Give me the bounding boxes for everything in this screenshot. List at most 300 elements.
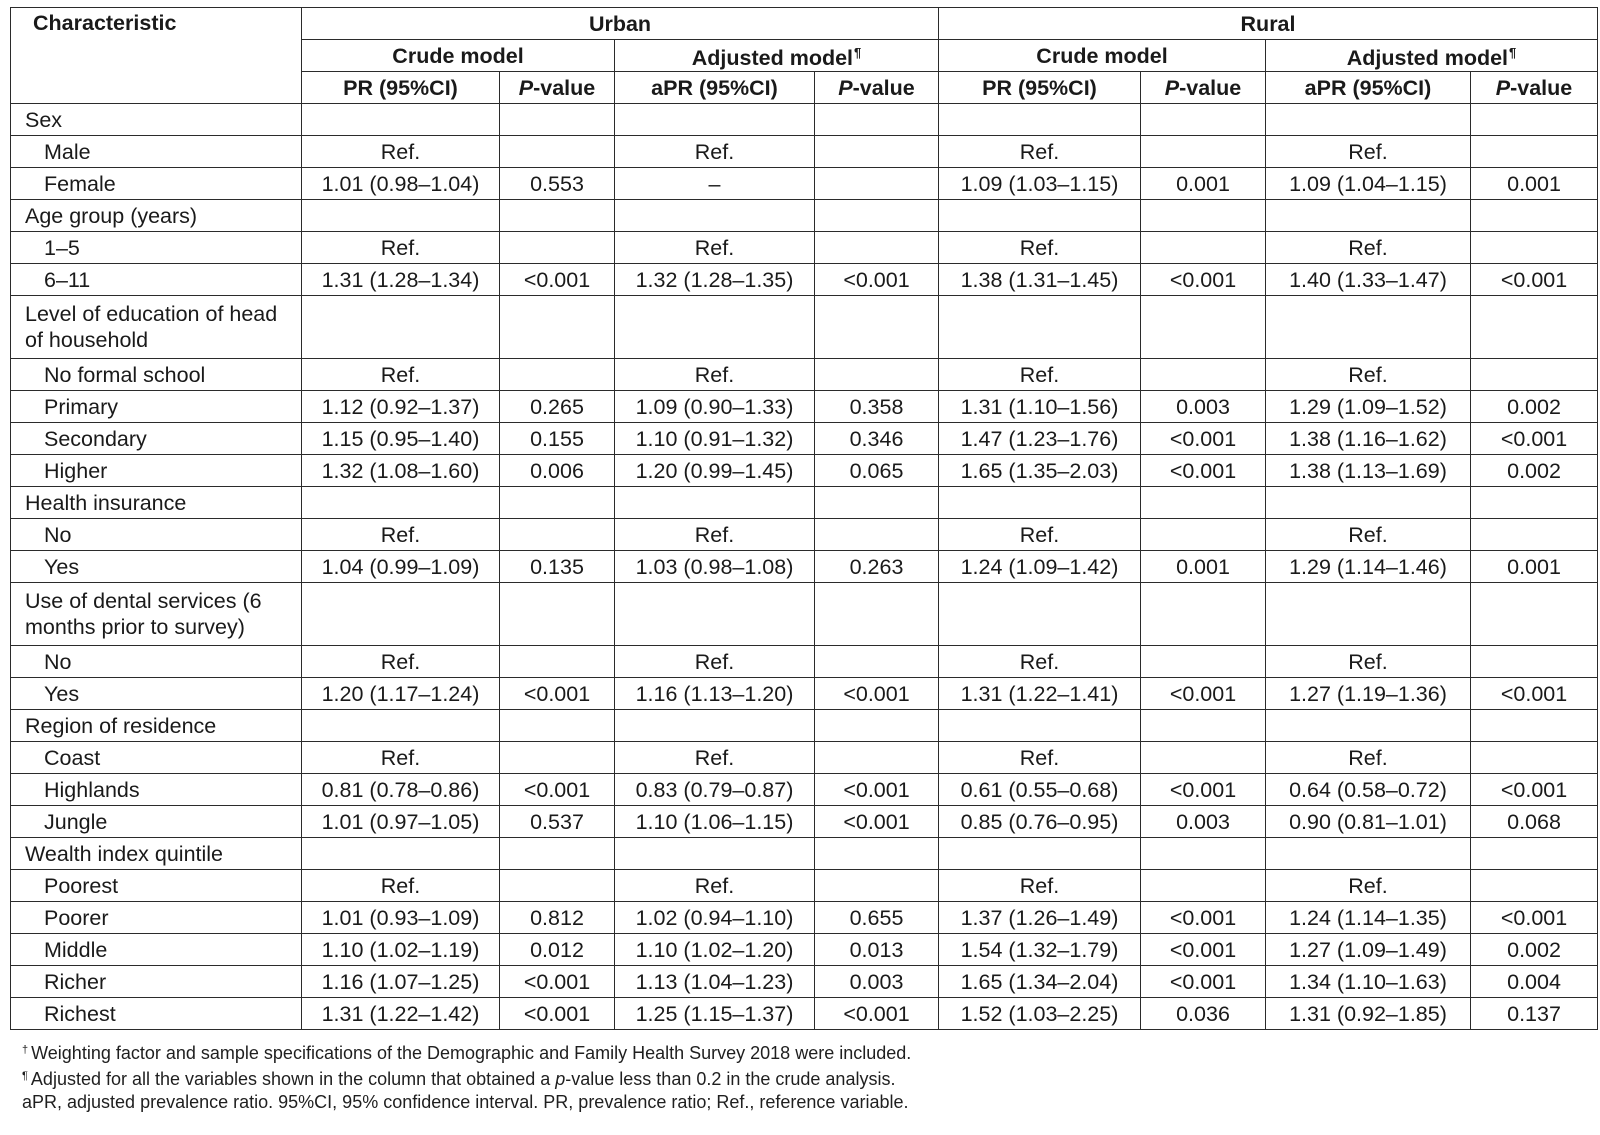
ratio-cell: Ref. [302, 232, 500, 264]
ratio-cell: 0.61 (0.55–0.68) [939, 774, 1141, 806]
p-value-cell [1141, 232, 1266, 264]
p-value-cell [1471, 359, 1598, 391]
p-value-cell: <0.001 [1471, 423, 1598, 455]
p-value-cell [500, 487, 615, 519]
p-value-suffix: -value [852, 75, 915, 100]
ratio-cell: 1.47 (1.23–1.76) [939, 423, 1141, 455]
ratio-cell: 1.12 (0.92–1.37) [302, 391, 500, 423]
ratio-cell: Ref. [615, 359, 815, 391]
ratio-cell: 1.04 (0.99–1.09) [302, 551, 500, 583]
p-value-cell [500, 104, 615, 136]
p-value-cell [815, 200, 939, 232]
p-value-suffix: -value [1179, 75, 1242, 100]
model-label: Crude model [1036, 43, 1168, 68]
ratio-cell [939, 104, 1141, 136]
header-model-rural-adjusted [1266, 40, 1598, 72]
p-value-cell [1471, 232, 1598, 264]
table-row [11, 870, 1598, 902]
table-row [11, 678, 1598, 710]
p-value-cell [1141, 742, 1266, 774]
p-value-cell [815, 742, 939, 774]
ratio-cell [1266, 104, 1471, 136]
ratio-cell [615, 104, 815, 136]
table-body [11, 104, 1598, 1030]
ratio-cell: Ref. [615, 646, 815, 678]
ratio-cell: 1.09 (1.04–1.15) [1266, 168, 1471, 200]
p-value-cell: 0.001 [1141, 551, 1266, 583]
ratio-cell [1266, 583, 1471, 646]
header-model-urban-adjusted [615, 40, 939, 72]
ratio-cell: 1.38 (1.13–1.69) [1266, 455, 1471, 487]
header-row-groups [11, 8, 1598, 40]
ratio-cell: 0.90 (0.81–1.01) [1266, 806, 1471, 838]
p-value-cell: 0.068 [1471, 806, 1598, 838]
ratio-cell: 1.09 (1.03–1.15) [939, 168, 1141, 200]
ratio-cell: 1.37 (1.26–1.49) [939, 902, 1141, 934]
p-value-cell: <0.001 [1141, 264, 1266, 296]
p-value-cell [815, 104, 939, 136]
ratio-cell: 1.15 (0.95–1.40) [302, 423, 500, 455]
ratio-cell: Ref. [1266, 359, 1471, 391]
table-row [11, 136, 1598, 168]
p-value-cell [1141, 838, 1266, 870]
ratio-cell: 1.10 (0.91–1.32) [615, 423, 815, 455]
p-value-cell [815, 583, 939, 646]
ratio-cell: 1.40 (1.33–1.47) [1266, 264, 1471, 296]
category-row [11, 583, 1598, 646]
p-value-cell [1471, 519, 1598, 551]
level-label: No [11, 646, 302, 678]
ratio-cell: Ref. [939, 136, 1141, 168]
p-value-cell [1141, 519, 1266, 551]
level-label: 6–11 [11, 264, 302, 296]
p-value-cell [500, 359, 615, 391]
ratio-cell [615, 583, 815, 646]
ratio-cell: 1.01 (0.93–1.09) [302, 902, 500, 934]
ratio-cell: 1.31 (1.22–1.41) [939, 678, 1141, 710]
p-value-cell: <0.001 [815, 678, 939, 710]
category-label: Wealth index quintile [11, 838, 302, 870]
p-value-cell [815, 136, 939, 168]
p-value-cell: <0.001 [500, 264, 615, 296]
ratio-cell: 1.29 (1.14–1.46) [1266, 551, 1471, 583]
ratio-cell [615, 200, 815, 232]
p-value-cell [815, 870, 939, 902]
p-value-cell: <0.001 [815, 264, 939, 296]
p-value-cell: 0.346 [815, 423, 939, 455]
p-value-cell [500, 870, 615, 902]
p-value-cell [815, 296, 939, 359]
ratio-cell: Ref. [302, 742, 500, 774]
p-value-cell: 0.263 [815, 551, 939, 583]
p-value-cell [500, 296, 615, 359]
ratio-cell: Ref. [615, 742, 815, 774]
p-value-cell [1141, 583, 1266, 646]
p-value-cell: 0.065 [815, 455, 939, 487]
p-value-cell [1141, 104, 1266, 136]
p-value-cell [1471, 710, 1598, 742]
p-value-cell: 0.001 [1471, 168, 1598, 200]
footnote-text: aPR, adjusted prevalence ratio. 95%CI, 95% confidence interval. PR, prevalence ratio; Ref., reference variable. [22, 1092, 909, 1112]
p-value-cell [1471, 583, 1598, 646]
ratio-cell: 1.20 (1.17–1.24) [302, 678, 500, 710]
p-value-cell: <0.001 [815, 806, 939, 838]
level-label: Richer [11, 966, 302, 998]
table-row [11, 168, 1598, 200]
p-value-cell [1471, 646, 1598, 678]
header-characteristic: Characteristic [11, 8, 302, 104]
column-header-0: PR (95%CI) [302, 72, 500, 104]
ratio-cell [1266, 838, 1471, 870]
table-row [11, 264, 1598, 296]
ratio-cell: 0.85 (0.76–0.95) [939, 806, 1141, 838]
p-value-cell [1471, 838, 1598, 870]
column-header-7 [1471, 72, 1598, 104]
ratio-cell [615, 838, 815, 870]
p-value-cell: 0.001 [1141, 168, 1266, 200]
footnote-text: Adjusted for all the variables shown in the column that obtained a [30, 1069, 556, 1089]
ratio-cell: Ref. [1266, 742, 1471, 774]
level-label: Coast [11, 742, 302, 774]
p-value-cell [500, 136, 615, 168]
ratio-cell: Ref. [615, 519, 815, 551]
header-model-urban-crude [302, 40, 615, 72]
footnote-pilcrow [22, 1065, 911, 1091]
p-value-cell [1141, 359, 1266, 391]
p-italic: P [1495, 75, 1511, 100]
table-row [11, 455, 1598, 487]
ratio-cell [939, 710, 1141, 742]
p-value-cell: 0.137 [1471, 998, 1598, 1030]
p-value-cell [815, 519, 939, 551]
ratio-cell: 1.27 (1.19–1.36) [1266, 678, 1471, 710]
ratio-cell [615, 710, 815, 742]
table-row [11, 232, 1598, 264]
ratio-cell: 1.16 (1.07–1.25) [302, 966, 500, 998]
table-row [11, 742, 1598, 774]
table-row [11, 774, 1598, 806]
ratio-cell: 1.10 (1.06–1.15) [615, 806, 815, 838]
p-value-cell [500, 583, 615, 646]
level-label: Yes [11, 551, 302, 583]
p-value-cell: <0.001 [500, 966, 615, 998]
pilcrow-footnote-mark: ¶ [1509, 45, 1517, 60]
ratio-cell: Ref. [302, 136, 500, 168]
ratio-cell: 1.20 (0.99–1.45) [615, 455, 815, 487]
p-value-suffix: -value [533, 75, 596, 100]
category-label: Use of dental services (6 months prior to survey) [11, 583, 302, 646]
ratio-cell: 1.03 (0.98–1.08) [615, 551, 815, 583]
ratio-cell: Ref. [302, 359, 500, 391]
category-row [11, 296, 1598, 359]
level-label: Secondary [11, 423, 302, 455]
ratio-cell [939, 838, 1141, 870]
category-label: Age group (years) [11, 200, 302, 232]
p-value-cell [815, 168, 939, 200]
table-row [11, 519, 1598, 551]
level-label: No [11, 519, 302, 551]
p-value-cell [500, 646, 615, 678]
ratio-cell [302, 104, 500, 136]
ratio-cell: 1.38 (1.16–1.62) [1266, 423, 1471, 455]
table-row [11, 646, 1598, 678]
ratio-cell: 1.27 (1.09–1.49) [1266, 934, 1471, 966]
ratio-cell: 1.29 (1.09–1.52) [1266, 391, 1471, 423]
ratio-cell: 0.64 (0.58–0.72) [1266, 774, 1471, 806]
column-header-1 [500, 72, 615, 104]
header-model-rural-crude [939, 40, 1266, 72]
category-label: Level of education of head of household [11, 296, 302, 359]
ratio-cell: Ref. [1266, 870, 1471, 902]
ratio-cell: – [615, 168, 815, 200]
ratio-cell: 1.32 (1.28–1.35) [615, 264, 815, 296]
ratio-cell: 1.13 (1.04–1.23) [615, 966, 815, 998]
ratio-cell: Ref. [302, 870, 500, 902]
table-row [11, 423, 1598, 455]
ratio-cell: 1.31 (1.28–1.34) [302, 264, 500, 296]
ratio-cell: Ref. [1266, 646, 1471, 678]
ratio-cell: 1.52 (1.03–2.25) [939, 998, 1141, 1030]
ratio-cell [1266, 200, 1471, 232]
p-value-cell: 0.001 [1471, 551, 1598, 583]
p-value-cell [815, 232, 939, 264]
p-value-cell: 0.013 [815, 934, 939, 966]
p-value-cell: 0.006 [500, 455, 615, 487]
p-value-cell [1141, 136, 1266, 168]
p-value-cell: 0.003 [1141, 391, 1266, 423]
ratio-cell: Ref. [1266, 232, 1471, 264]
ratio-cell: 1.01 (0.98–1.04) [302, 168, 500, 200]
p-value-cell [815, 359, 939, 391]
ratio-cell [302, 710, 500, 742]
p-italic: P [1164, 75, 1180, 100]
ratio-cell: 0.81 (0.78–0.86) [302, 774, 500, 806]
footnote-text: Weighting factor and sample specifications of the Demographic and Family Health Survey 2018 were included. [31, 1043, 912, 1063]
p-value-cell: <0.001 [1471, 774, 1598, 806]
category-label: Sex [11, 104, 302, 136]
level-label: Middle [11, 934, 302, 966]
level-label: 1–5 [11, 232, 302, 264]
table-row [11, 934, 1598, 966]
p-value-cell: 0.012 [500, 934, 615, 966]
ratio-cell: 1.01 (0.97–1.05) [302, 806, 500, 838]
ratio-cell [302, 487, 500, 519]
ratio-cell [939, 583, 1141, 646]
table-container [10, 7, 1597, 1030]
level-label: Jungle [11, 806, 302, 838]
category-label: Health insurance [11, 487, 302, 519]
p-value-cell: 0.812 [500, 902, 615, 934]
ratio-cell: Ref. [939, 742, 1141, 774]
p-value-cell [500, 838, 615, 870]
p-value-cell [1141, 296, 1266, 359]
p-value-cell: <0.001 [1471, 678, 1598, 710]
p-value-cell: 0.155 [500, 423, 615, 455]
level-label: Female [11, 168, 302, 200]
p-value-cell [1141, 646, 1266, 678]
level-label: No formal school [11, 359, 302, 391]
ratio-cell: 1.16 (1.13–1.20) [615, 678, 815, 710]
ratio-cell: Ref. [939, 359, 1141, 391]
p-value-cell: <0.001 [1471, 264, 1598, 296]
ratio-cell: Ref. [615, 870, 815, 902]
level-label: Richest [11, 998, 302, 1030]
p-value-cell [500, 232, 615, 264]
category-row [11, 838, 1598, 870]
p-value-cell: <0.001 [500, 678, 615, 710]
p-value-cell [815, 646, 939, 678]
p-value-cell [1471, 136, 1598, 168]
footnote-dagger [22, 1039, 911, 1065]
p-value-cell: 0.003 [815, 966, 939, 998]
ratio-cell: 1.34 (1.10–1.63) [1266, 966, 1471, 998]
ratio-cell [939, 296, 1141, 359]
ratio-cell: Ref. [302, 519, 500, 551]
p-value-cell: 0.002 [1471, 391, 1598, 423]
ratio-cell: Ref. [1266, 519, 1471, 551]
p-value-cell [500, 200, 615, 232]
column-header-6: aPR (95%CI) [1266, 72, 1471, 104]
p-value-cell: <0.001 [500, 774, 615, 806]
column-header-2: aPR (95%CI) [615, 72, 815, 104]
ratio-cell [302, 296, 500, 359]
footnote-text-italic: p [555, 1069, 566, 1089]
p-value-cell [815, 710, 939, 742]
ratio-cell: Ref. [615, 136, 815, 168]
ratio-cell [302, 583, 500, 646]
p-value-cell: <0.001 [1141, 455, 1266, 487]
ratio-cell: 0.83 (0.79–0.87) [615, 774, 815, 806]
p-value-cell: <0.001 [815, 998, 939, 1030]
level-label: Highlands [11, 774, 302, 806]
p-value-cell [1141, 870, 1266, 902]
p-value-cell [1141, 487, 1266, 519]
model-label: Crude model [392, 43, 524, 68]
level-label: Yes [11, 678, 302, 710]
ratio-cell [615, 296, 815, 359]
table-row [11, 359, 1598, 391]
p-value-cell: <0.001 [1141, 774, 1266, 806]
ratio-cell: 1.24 (1.14–1.35) [1266, 902, 1471, 934]
ratio-cell: 1.02 (0.94–1.10) [615, 902, 815, 934]
ratio-cell [1266, 487, 1471, 519]
table-row [11, 391, 1598, 423]
p-value-cell [500, 519, 615, 551]
p-value-cell [1471, 870, 1598, 902]
ratio-cell: 1.31 (0.92–1.85) [1266, 998, 1471, 1030]
p-value-cell [1471, 200, 1598, 232]
ratio-cell [302, 200, 500, 232]
column-header-4: PR (95%CI) [939, 72, 1141, 104]
ratio-cell: Ref. [939, 519, 1141, 551]
p-value-cell [815, 838, 939, 870]
ratio-cell: 1.38 (1.31–1.45) [939, 264, 1141, 296]
ratio-cell: 1.31 (1.10–1.56) [939, 391, 1141, 423]
p-value-cell: 0.003 [1141, 806, 1266, 838]
footnote-abbreviations [22, 1091, 911, 1114]
level-label: Poorer [11, 902, 302, 934]
p-italic: P [518, 75, 534, 100]
prevalence-ratio-table [10, 7, 1598, 1030]
p-value-cell [1471, 742, 1598, 774]
ratio-cell: 1.32 (1.08–1.60) [302, 455, 500, 487]
ratio-cell [1266, 710, 1471, 742]
p-value-cell [1141, 200, 1266, 232]
p-value-cell: 0.004 [1471, 966, 1598, 998]
ratio-cell: Ref. [1266, 136, 1471, 168]
level-label: Higher [11, 455, 302, 487]
p-value-cell [815, 487, 939, 519]
table-header [11, 8, 1598, 104]
ratio-cell: 1.10 (1.02–1.20) [615, 934, 815, 966]
table-footnotes [22, 1039, 911, 1114]
p-value-cell [1471, 296, 1598, 359]
column-header-5 [1141, 72, 1266, 104]
p-value-cell: <0.001 [1471, 902, 1598, 934]
header-group-rural: Rural [939, 8, 1598, 40]
ratio-cell [302, 838, 500, 870]
ratio-cell [939, 487, 1141, 519]
ratio-cell: Ref. [615, 232, 815, 264]
table-row [11, 966, 1598, 998]
p-value-suffix: -value [1510, 75, 1573, 100]
table-row [11, 551, 1598, 583]
model-label: Adjusted model [1346, 46, 1509, 70]
ratio-cell: 1.65 (1.34–2.04) [939, 966, 1141, 998]
ratio-cell: 1.54 (1.32–1.79) [939, 934, 1141, 966]
ratio-cell: 1.25 (1.15–1.37) [615, 998, 815, 1030]
p-value-cell [1141, 710, 1266, 742]
level-label: Male [11, 136, 302, 168]
category-row [11, 104, 1598, 136]
level-label: Primary [11, 391, 302, 423]
p-value-cell [1471, 104, 1598, 136]
p-value-cell: <0.001 [1141, 902, 1266, 934]
p-value-cell: <0.001 [1141, 966, 1266, 998]
ratio-cell [615, 487, 815, 519]
footnote-text: -value less than 0.2 in the crude analysis. [565, 1069, 896, 1089]
table-row [11, 998, 1598, 1030]
p-value-cell: 0.036 [1141, 998, 1266, 1030]
ratio-cell: Ref. [939, 646, 1141, 678]
p-value-cell: 0.135 [500, 551, 615, 583]
p-italic: P [838, 75, 853, 100]
dagger-mark: † [22, 1044, 29, 1056]
p-value-cell: <0.001 [1141, 678, 1266, 710]
column-header-3 [815, 72, 939, 104]
pilcrow-mark: ¶ [22, 1070, 28, 1082]
ratio-cell: 1.10 (1.02–1.19) [302, 934, 500, 966]
p-value-cell: <0.001 [1141, 934, 1266, 966]
p-value-cell: 0.655 [815, 902, 939, 934]
p-value-cell: 0.002 [1471, 455, 1598, 487]
ratio-cell: 1.65 (1.35–2.03) [939, 455, 1141, 487]
p-value-cell: 0.358 [815, 391, 939, 423]
ratio-cell: Ref. [939, 232, 1141, 264]
ratio-cell: Ref. [939, 870, 1141, 902]
p-value-cell [1471, 487, 1598, 519]
ratio-cell: 1.24 (1.09–1.42) [939, 551, 1141, 583]
category-row [11, 710, 1598, 742]
model-label: Adjusted model [691, 46, 854, 70]
p-value-cell: <0.001 [500, 998, 615, 1030]
header-group-urban: Urban [302, 8, 939, 40]
p-value-cell: 0.265 [500, 391, 615, 423]
table-row [11, 806, 1598, 838]
p-value-cell: 0.553 [500, 168, 615, 200]
category-row [11, 487, 1598, 519]
category-row [11, 200, 1598, 232]
